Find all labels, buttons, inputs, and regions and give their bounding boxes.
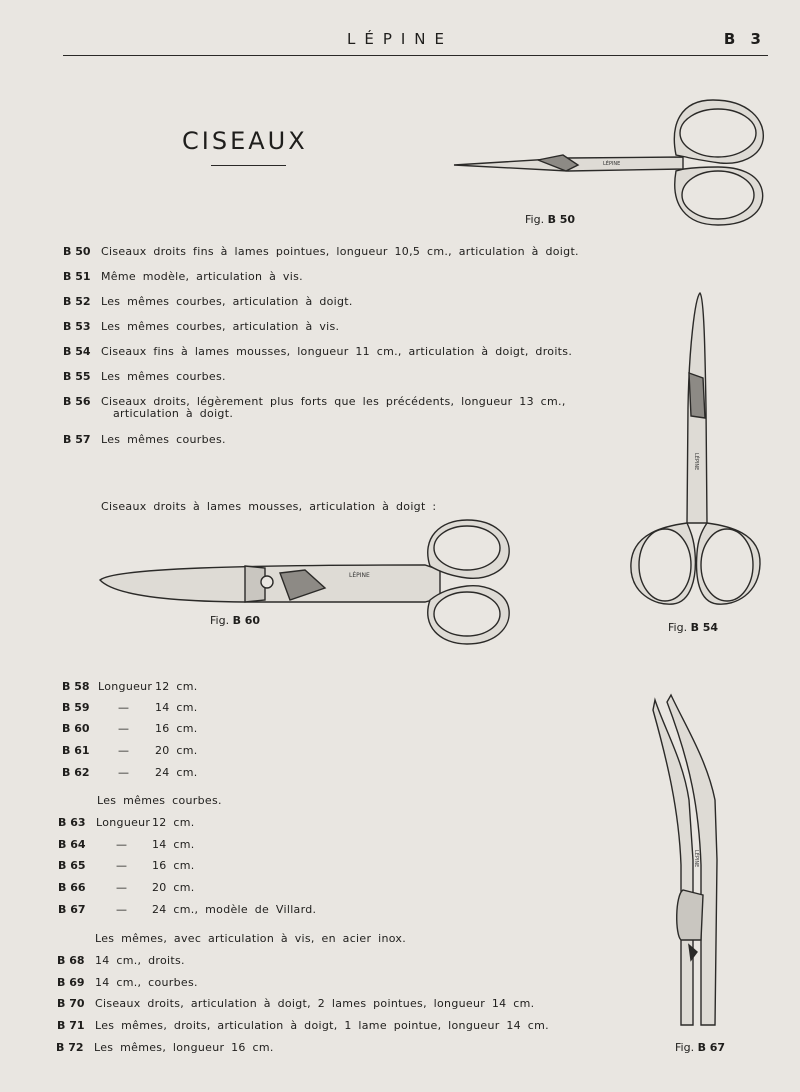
figure-b60-caption	[210, 614, 260, 627]
item-ref: B 51	[63, 270, 91, 283]
item-label: —	[118, 744, 130, 757]
item-text: 14 cm., courbes.	[95, 976, 198, 989]
figure-b60-scissors	[95, 518, 515, 658]
figure-b50-scissors	[448, 95, 768, 230]
section-intro: Ciseaux droits à lames mousses, articulation à doigt :	[101, 500, 437, 513]
item-value: 24 cm., modèle de Villard.	[152, 903, 317, 916]
catalog-brand-header: LÉPINE	[346, 30, 453, 48]
item-text: 14 cm., droits.	[95, 954, 185, 967]
item-ref: B 63	[58, 816, 86, 829]
item-ref: B 65	[58, 859, 86, 872]
item-label: Longueur	[96, 816, 151, 829]
item-text: Les mêmes, longueur 16 cm.	[94, 1041, 274, 1054]
item-ref: B 59	[62, 701, 90, 714]
engraving-text: LÉPINE	[693, 850, 699, 868]
item-ref: B 56	[63, 395, 91, 408]
item-value: 12 cm.	[152, 816, 195, 829]
item-text: Ciseaux droits, légèrement plus forts que les précédents, longueur 13 cm.,	[101, 395, 566, 408]
item-text-continued: articulation à doigt.	[113, 407, 234, 420]
engraving-text: LÉPINE	[693, 453, 699, 471]
item-value: 12 cm.	[155, 680, 198, 693]
item-ref: B 71	[57, 1019, 85, 1032]
item-text: Les mêmes courbes.	[101, 370, 226, 383]
item-label: —	[116, 903, 128, 916]
engraving-text: LÉPINE	[603, 161, 621, 167]
item-ref: B 52	[63, 295, 91, 308]
item-value: 16 cm.	[152, 859, 195, 872]
item-label: —	[116, 859, 128, 872]
item-label: —	[118, 766, 130, 779]
item-text: Les mêmes, droits, articulation à doigt, 1 lame pointue, longueur 14 cm.	[95, 1019, 549, 1032]
item-label: —	[116, 881, 128, 894]
item-text: Les mêmes courbes, articulation à vis.	[101, 320, 340, 333]
item-label: —	[118, 722, 130, 735]
fig-prefix: Fig.	[668, 621, 688, 634]
item-text: Les mêmes courbes.	[101, 433, 226, 446]
fig-ref: B 54	[690, 621, 719, 634]
page-number: B 3	[723, 30, 766, 48]
engraving-text: LÉPINE	[349, 572, 370, 579]
figure-b67-scissors	[645, 690, 735, 1030]
section-title: CISEAUX	[182, 127, 308, 155]
item-text: Ciseaux fins à lames mousses, longueur 11 cm., articulation à doigt, droits.	[101, 345, 573, 358]
item-ref: B 68	[57, 954, 85, 967]
list-c-heading: Les mêmes, avec articulation à vis, en acier inox.	[95, 932, 407, 945]
item-ref: B 50	[63, 245, 91, 258]
fig-prefix: Fig.	[525, 213, 545, 226]
item-ref: B 58	[62, 680, 90, 693]
item-label: Longueur	[98, 680, 153, 693]
item-value: 24 cm.	[155, 766, 198, 779]
item-ref: B 62	[62, 766, 90, 779]
fig-ref: B 50	[547, 213, 576, 226]
item-ref: B 67	[58, 903, 86, 916]
item-ref: B 60	[62, 722, 90, 735]
item-ref: B 55	[63, 370, 91, 383]
fig-ref: B 67	[697, 1041, 726, 1054]
figure-b50-caption	[525, 213, 575, 226]
fig-prefix: Fig.	[675, 1041, 695, 1054]
item-text: Ciseaux droits fins à lames pointues, longueur 10,5 cm., articulation à doigt.	[101, 245, 579, 258]
item-ref: B 69	[57, 976, 85, 989]
fig-ref: B 60	[232, 614, 261, 627]
item-value: 20 cm.	[155, 744, 198, 757]
item-ref: B 64	[58, 838, 86, 851]
item-value: 14 cm.	[152, 838, 195, 851]
item-value: 14 cm.	[155, 701, 198, 714]
item-text: Les mêmes courbes, articulation à doigt.	[101, 295, 353, 308]
fig-prefix: Fig.	[210, 614, 230, 627]
header-rule	[63, 55, 768, 56]
item-label: —	[118, 701, 130, 714]
item-ref: B 66	[58, 881, 86, 894]
list-b-heading: Les mêmes courbes.	[97, 794, 222, 807]
item-ref: B 57	[63, 433, 91, 446]
title-underline	[211, 165, 286, 166]
item-ref: B 54	[63, 345, 91, 358]
item-text: Ciseaux droits, articulation à doigt, 2 lames pointues, longueur 14 cm.	[95, 997, 535, 1010]
item-label: —	[116, 838, 128, 851]
item-text: Même modèle, articulation à vis.	[101, 270, 303, 283]
item-ref: B 70	[57, 997, 85, 1010]
figure-b67-caption	[675, 1041, 725, 1054]
figure-b54-scissors	[625, 288, 765, 613]
figure-b54-caption	[668, 621, 718, 634]
item-value: 20 cm.	[152, 881, 195, 894]
item-value: 16 cm.	[155, 722, 198, 735]
item-ref: B 72	[56, 1041, 84, 1054]
item-ref: B 53	[63, 320, 91, 333]
item-ref: B 61	[62, 744, 90, 757]
